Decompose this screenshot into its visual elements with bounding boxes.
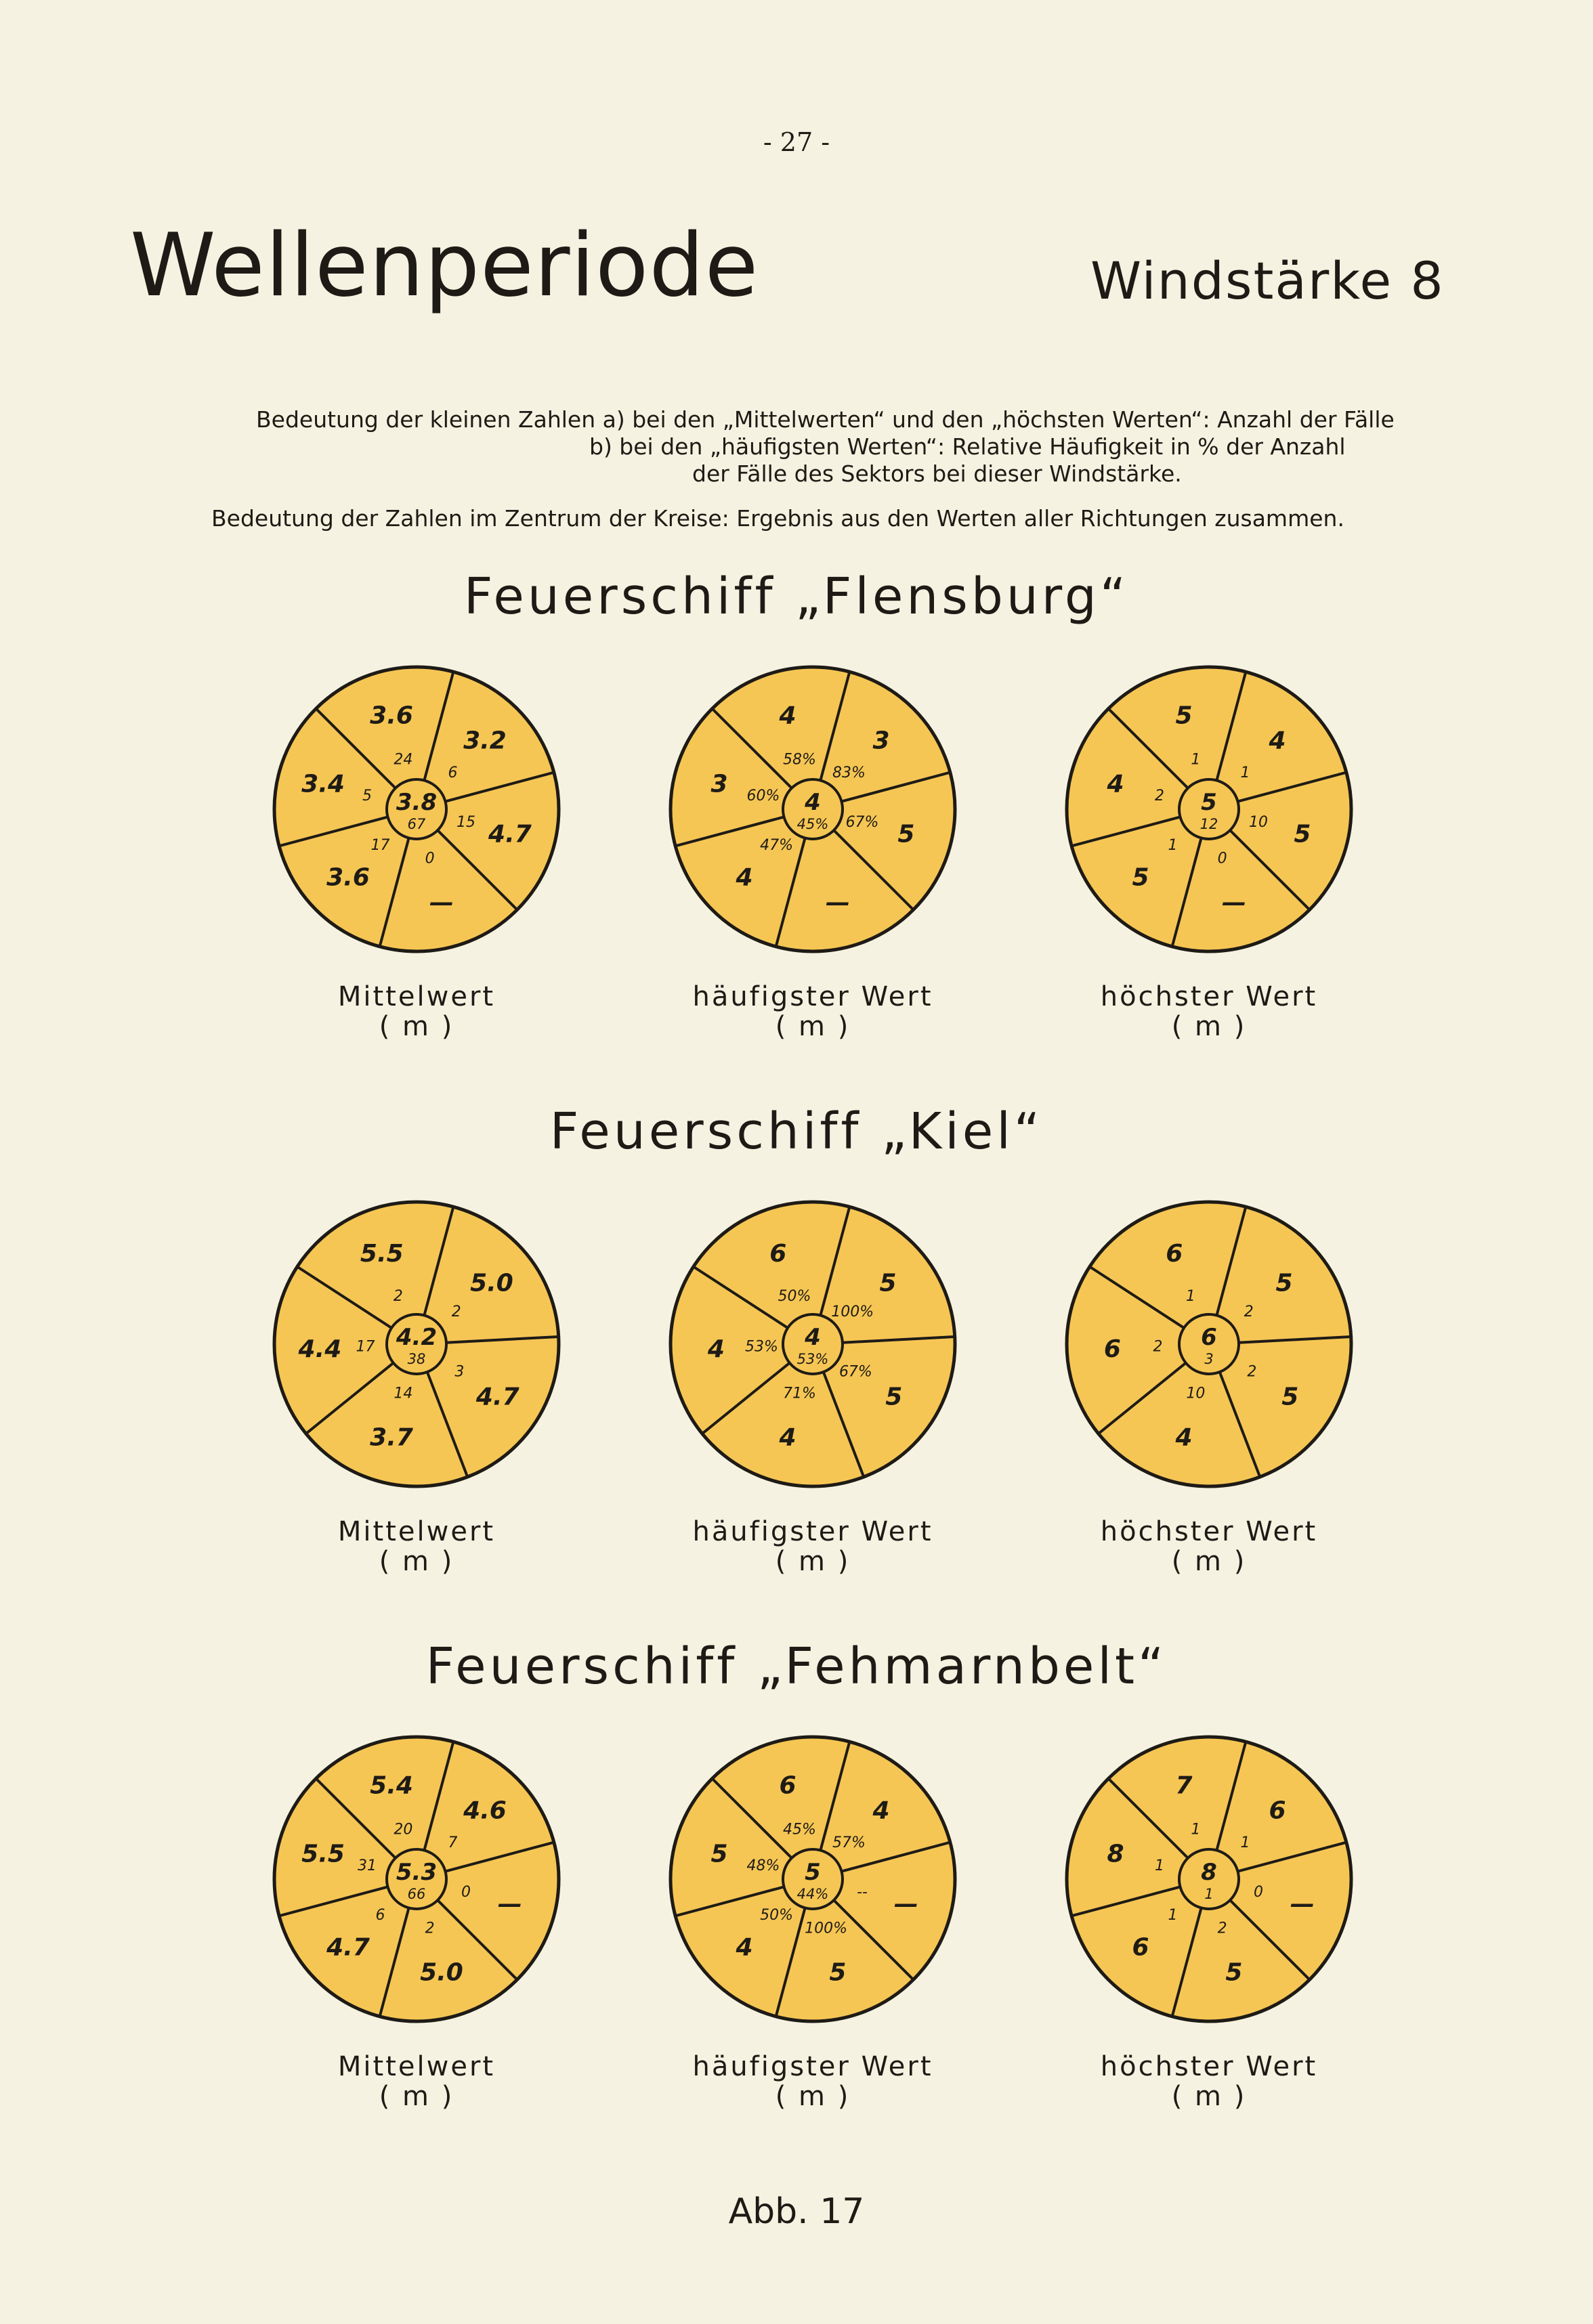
caption-label: höchster Wert [1100, 2051, 1318, 2082]
disk-fehmarnbelt-mode [664, 1730, 962, 2028]
sector-count: 1 [1168, 1906, 1178, 1924]
sector-value: 5.0 [420, 1958, 463, 1987]
sector-count: 1 [1240, 1834, 1250, 1852]
sector-value: 4 [707, 1335, 725, 1363]
caption-label: häufigster Wert [692, 981, 933, 1012]
sector-count: 6 [448, 765, 458, 782]
sector-count: 10 [1186, 1385, 1206, 1402]
sector-count: 31 [357, 1857, 377, 1874]
sector-value: 5.4 [370, 1771, 413, 1800]
center-count: 3 [1204, 1351, 1214, 1367]
sector-value: 5 [710, 1840, 728, 1868]
sector-count: 2 [425, 1920, 435, 1937]
caption-flensburg-mode [657, 982, 969, 1041]
legend-line-c: Bedeutung der Zahlen im Zentrum der Kreise: Ergebnis aus den Werten aller Richtungen zusammen. [211, 505, 1344, 532]
legend-line-a: Bedeutung der kleinen Zahlen a) bei den „Mittelwerten“ und den „höchsten Werten“: Anzahl der Fälle [256, 406, 1395, 433]
caption-label: höchster Wert [1100, 1516, 1318, 1547]
sector-value: — [497, 1890, 522, 1918]
sector-value: 5 [1275, 1269, 1293, 1297]
caption-unit: ( m ) [775, 1546, 851, 1577]
sector-value: 5.5 [360, 1240, 404, 1268]
caption-unit: ( m ) [775, 1011, 851, 1042]
sector-count: 0 [425, 850, 435, 867]
disk-flensburg-mode [664, 660, 962, 958]
section-title-fehmarnbelt: Feuerschiff „Fehmarnbelt“ [425, 1637, 1168, 1696]
sector-value: — [1221, 888, 1246, 917]
caption-label: Mittelwert [337, 981, 496, 1012]
sector-value: 6 [769, 1240, 787, 1268]
sector-count: 3 [454, 1363, 465, 1381]
sector-count: 1 [1154, 1857, 1164, 1874]
sector-value: 6 [1132, 1933, 1149, 1962]
sector-count: 24 [394, 751, 413, 769]
sector-value: 3 [710, 770, 728, 798]
caption-kiel-mean [261, 1517, 572, 1576]
page-number: - 27 - [763, 127, 830, 157]
sector-value: 5.0 [470, 1269, 513, 1297]
sector-count: 50% [778, 1287, 811, 1305]
center-count: 45% [796, 816, 829, 832]
sector-count: 17 [370, 836, 390, 854]
center-value: 4.2 [396, 1324, 438, 1351]
sector-count: 2 [1153, 1338, 1163, 1356]
sector-count: 7 [448, 1834, 458, 1852]
sector-value: 5 [1281, 1383, 1299, 1411]
sector-count: 83% [832, 765, 866, 782]
sector-count: 1 [1168, 836, 1178, 854]
sector-value: 7 [1175, 1771, 1193, 1800]
sector-count: 2 [393, 1287, 403, 1305]
sector-value: 6 [779, 1771, 796, 1800]
sector-value: 5 [1175, 702, 1193, 730]
sector-count: 0 [1217, 850, 1227, 867]
sector-count: 48% [746, 1857, 780, 1874]
section-title-kiel: Feuerschiff „Kiel“ [549, 1102, 1044, 1161]
sector-value: — [893, 1890, 918, 1918]
sector-value: 4 [736, 1933, 753, 1962]
sector-count: 100% [805, 1920, 848, 1937]
sector-count: 17 [356, 1338, 375, 1356]
sector-value: 5 [897, 820, 915, 848]
caption-kiel-mode [657, 1517, 969, 1576]
caption-unit: ( m ) [379, 2081, 454, 2112]
caption-fehmarnbelt-max [1053, 2052, 1365, 2111]
sector-value: 4 [779, 1423, 796, 1452]
caption-unit: ( m ) [1171, 1011, 1247, 1042]
sector-count: 20 [394, 1821, 413, 1838]
sector-value: 3.7 [370, 1423, 413, 1452]
sector-count: 60% [746, 787, 780, 804]
sector-value: — [825, 888, 850, 917]
sector-count: 2 [1244, 1303, 1254, 1320]
sector-count: 6 [375, 1906, 385, 1924]
sector-value: 5 [885, 1383, 903, 1411]
sector-value: 3.6 [370, 702, 413, 730]
sector-value: — [429, 888, 454, 917]
sector-value: 4 [872, 1796, 890, 1825]
caption-unit: ( m ) [775, 2081, 851, 2112]
sector-count: 1 [1185, 1287, 1195, 1305]
sector-value: 5 [879, 1269, 897, 1297]
sector-value: 4 [1175, 1423, 1193, 1452]
sector-value: 5.5 [301, 1840, 345, 1868]
sector-value: 8 [1107, 1840, 1124, 1868]
sector-value: 4.7 [326, 1933, 370, 1962]
center-count: 38 [407, 1351, 426, 1367]
sector-count: 10 [1249, 814, 1269, 832]
sector-value: 3.6 [326, 863, 370, 892]
figure-label: Abb. 17 [728, 2191, 865, 2232]
caption-fehmarnbelt-mean [261, 2052, 572, 2111]
center-count: 66 [407, 1886, 426, 1902]
sector-value: 3.2 [463, 727, 507, 755]
sector-count: 53% [745, 1338, 778, 1356]
sector-count: 67% [845, 814, 879, 832]
center-count: 12 [1199, 816, 1218, 832]
sector-value: 5 [1132, 863, 1149, 892]
legend-line-b2: der Fälle des Sektors bei dieser Windstärke. [692, 460, 1182, 487]
center-value: 5 [1201, 789, 1217, 816]
disk-kiel-max [1060, 1195, 1358, 1493]
disk-fehmarnbelt-mean [268, 1730, 566, 2028]
sector-count: 1 [1191, 1821, 1201, 1838]
sector-value: 5 [829, 1958, 847, 1987]
sector-value: 3 [872, 727, 890, 755]
sector-value: 6 [1103, 1335, 1121, 1363]
sector-count: 57% [832, 1834, 866, 1852]
sector-value: 4.4 [298, 1335, 342, 1363]
sector-value: 4 [779, 702, 796, 730]
sector-count: 0 [461, 1884, 471, 1901]
legend-line-b: b) bei den „häufigsten Werten“: Relative Häufigkeit in % der Anzahl [589, 433, 1346, 460]
caption-flensburg-mean [261, 982, 572, 1041]
center-count: 44% [796, 1886, 829, 1902]
sector-count: 71% [782, 1385, 816, 1402]
page-title: Wellenperiode [130, 215, 759, 316]
center-value: 5.3 [396, 1859, 438, 1886]
sector-count: 50% [760, 1906, 793, 1924]
sector-value: 6 [1269, 1796, 1286, 1825]
caption-unit: ( m ) [379, 1546, 454, 1577]
disk-fehmarnbelt-max [1060, 1730, 1358, 2028]
sector-value: 5 [1225, 1958, 1243, 1987]
center-count: 1 [1204, 1886, 1214, 1902]
disk-kiel-mean [268, 1195, 566, 1493]
caption-unit: ( m ) [1171, 2081, 1247, 2112]
sector-value: 4 [1107, 770, 1124, 798]
sector-value: 6 [1166, 1240, 1183, 1268]
sector-count: 5 [362, 787, 372, 804]
disk-flensburg-max [1060, 660, 1358, 958]
sector-count: 45% [782, 1821, 816, 1838]
sector-value: 4.7 [488, 820, 532, 848]
sector-count: -- [857, 1884, 868, 1901]
caption-label: häufigster Wert [692, 2051, 933, 2082]
sector-count: 14 [394, 1385, 413, 1402]
sector-value: 4 [1269, 727, 1286, 755]
sector-value: 4 [736, 863, 753, 892]
sector-value: — [1290, 1890, 1315, 1918]
sector-count: 0 [1254, 1884, 1264, 1901]
sector-count: 2 [1154, 787, 1164, 804]
sector-count: 2 [1217, 1920, 1227, 1937]
sector-value: 3.4 [301, 770, 345, 798]
sector-count: 15 [456, 814, 476, 832]
center-count: 53% [796, 1351, 829, 1367]
sector-count: 47% [760, 836, 793, 854]
caption-label: höchster Wert [1100, 981, 1318, 1012]
sector-count: 2 [451, 1303, 461, 1320]
sector-count: 2 [1247, 1363, 1257, 1381]
caption-unit: ( m ) [379, 1011, 454, 1042]
caption-kiel-max [1053, 1517, 1365, 1576]
sector-count: 58% [782, 751, 816, 769]
caption-label: Mittelwert [337, 1516, 496, 1547]
sector-value: 4.7 [475, 1383, 519, 1411]
caption-unit: ( m ) [1171, 1546, 1247, 1577]
sector-count: 1 [1240, 765, 1250, 782]
center-value: 4 [805, 789, 821, 816]
page-subtitle: Windstärke 8 [1090, 251, 1445, 311]
caption-flensburg-max [1053, 982, 1365, 1041]
center-count: 67 [407, 816, 426, 832]
sector-value: 5 [1294, 820, 1311, 848]
sector-count: 67% [838, 1363, 872, 1381]
center-value: 8 [1201, 1859, 1217, 1886]
sector-count: 1 [1191, 751, 1201, 769]
center-value: 6 [1201, 1324, 1217, 1351]
disk-kiel-mode [664, 1195, 962, 1493]
caption-fehmarnbelt-mode [657, 2052, 969, 2111]
disk-flensburg-mean [268, 660, 566, 958]
caption-label: häufigster Wert [692, 1516, 933, 1547]
sector-count: 100% [831, 1303, 874, 1320]
caption-label: Mittelwert [337, 2051, 496, 2082]
center-value: 4 [805, 1324, 821, 1351]
sector-value: 4.6 [463, 1796, 507, 1825]
section-title-flensburg: Feuerschiff „Flensburg“ [463, 567, 1130, 626]
center-value: 3.8 [396, 789, 438, 816]
center-value: 5 [805, 1859, 821, 1886]
